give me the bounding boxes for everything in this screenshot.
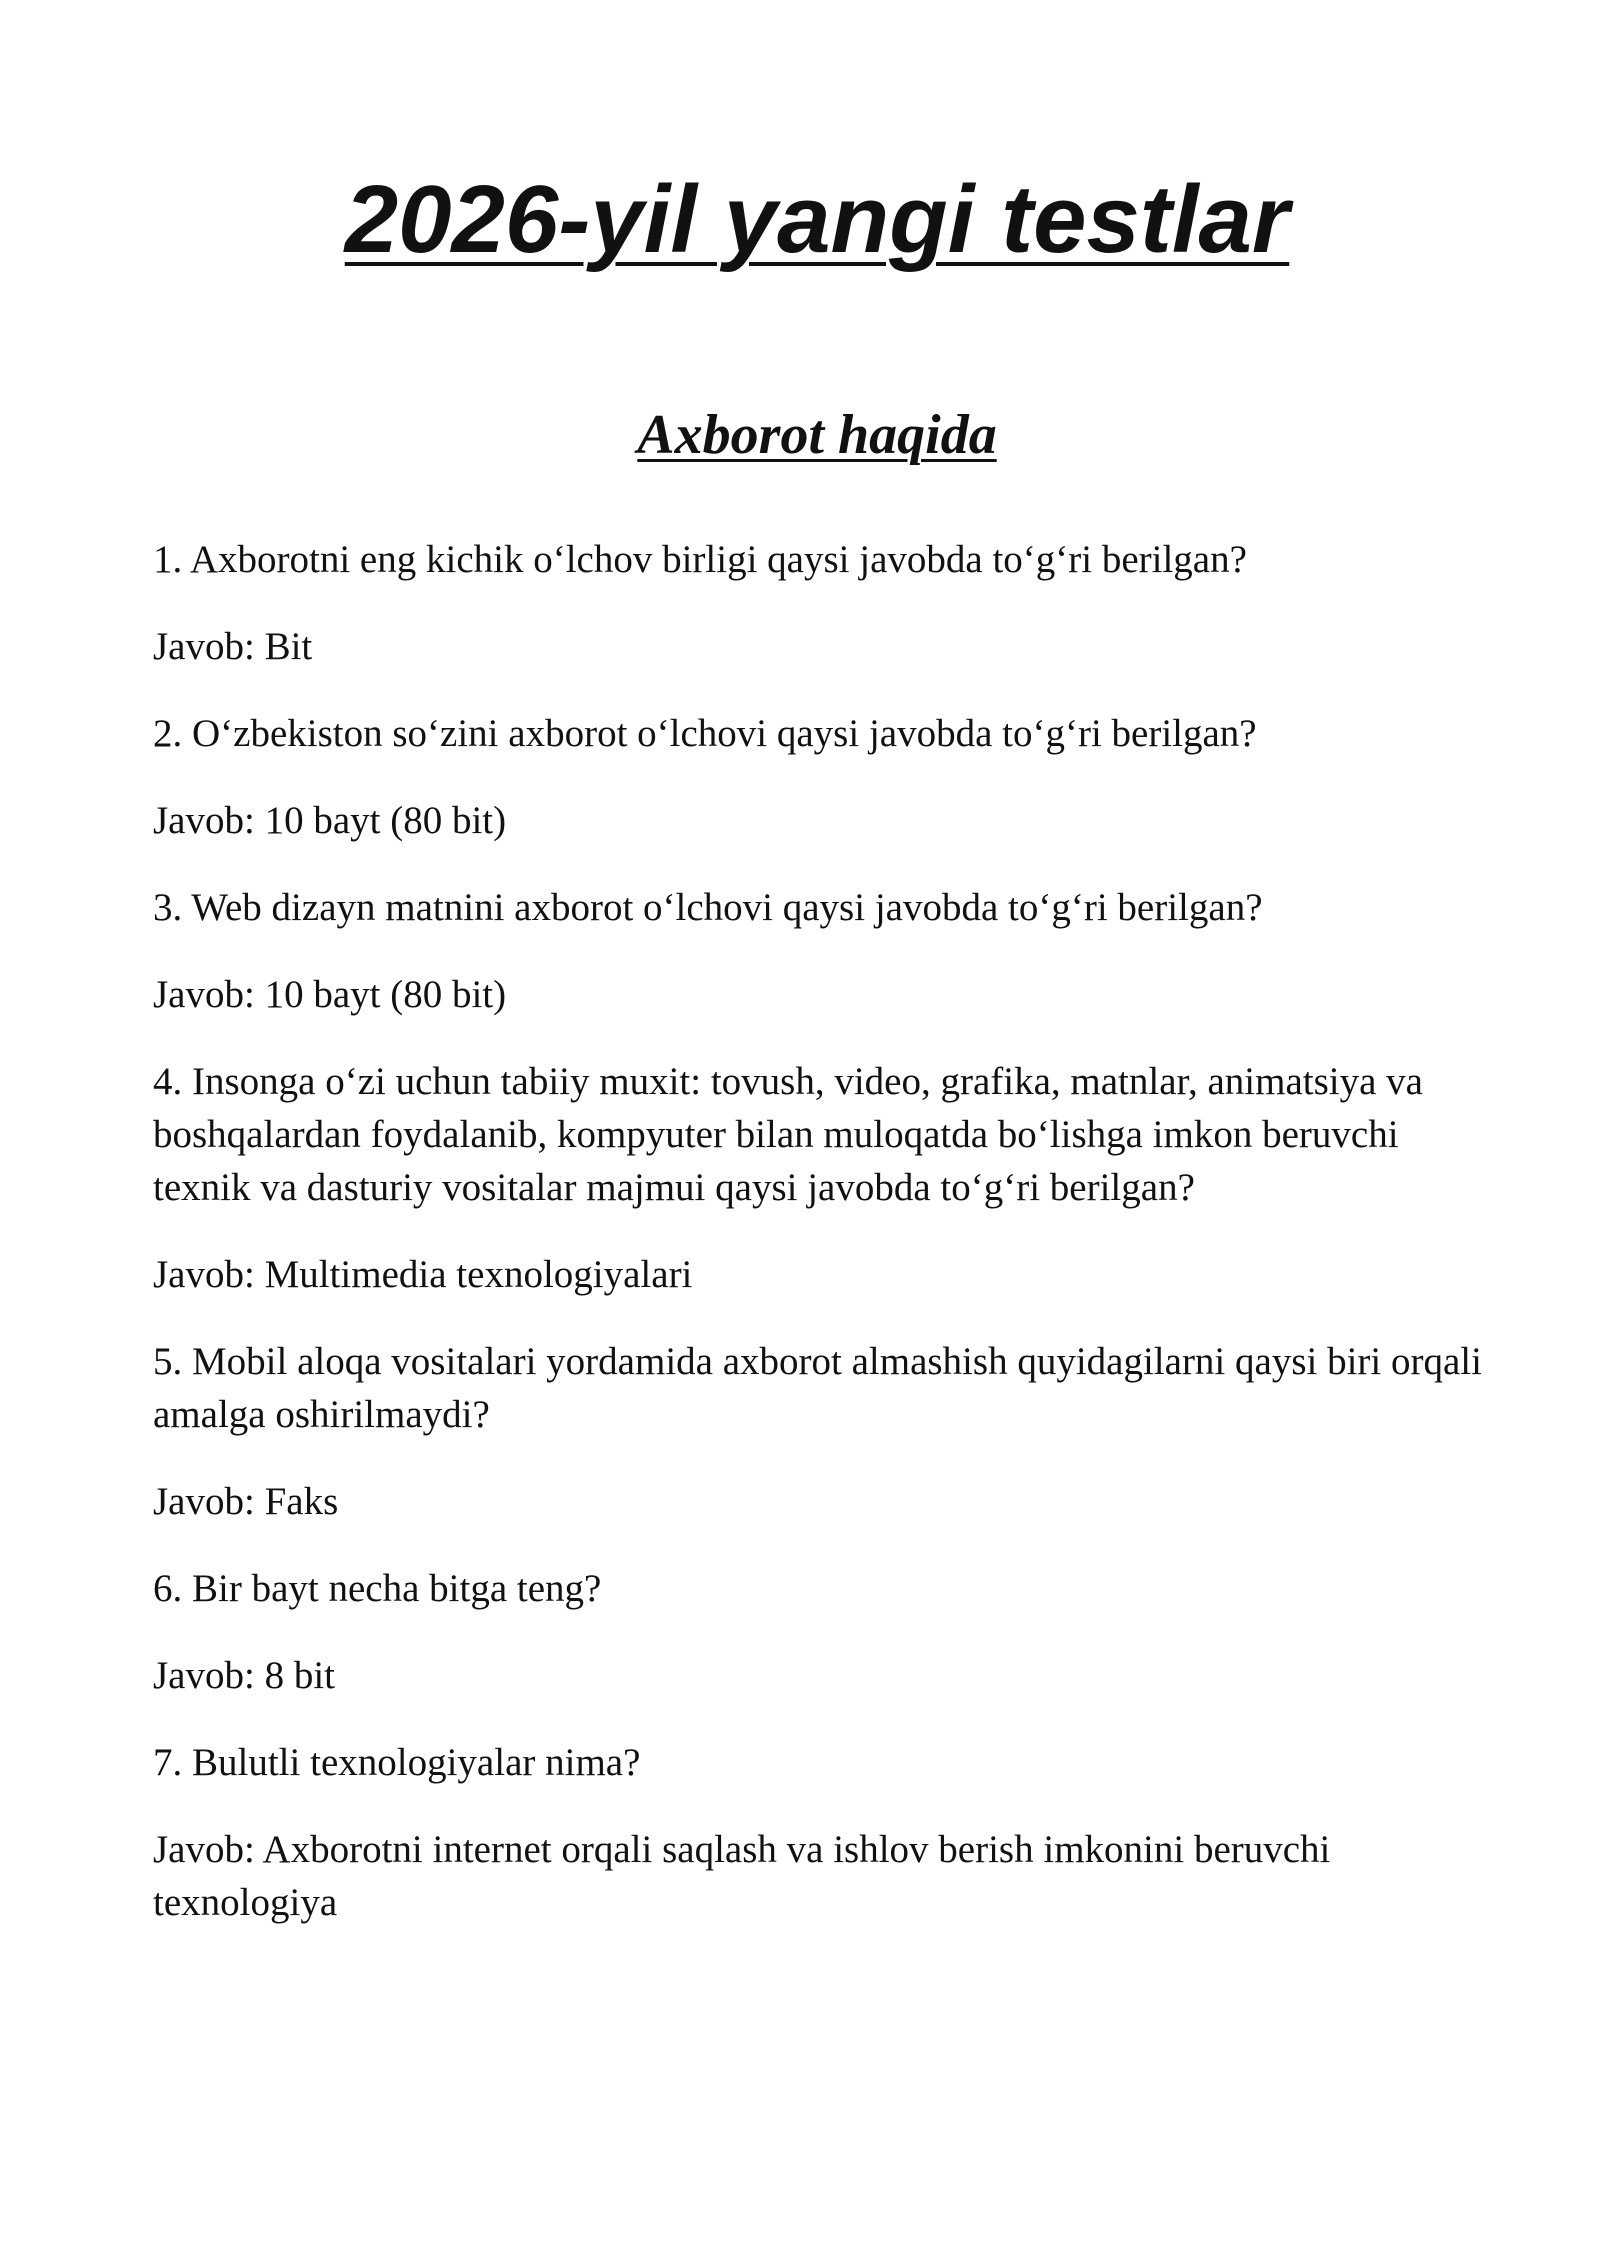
question-2: 2. O‘zbekiston so‘zini axborot o‘lchovi qaysi javobda to‘g‘ri berilgan?: [153, 712, 1257, 755]
question-6: 6. Bir bayt necha bitga teng?: [153, 1567, 602, 1610]
answer-1: Javob: Bit: [153, 625, 313, 668]
answer-2: Javob: 10 bayt (80 bit): [153, 799, 507, 842]
answer-4: Javob: Multimedia texnologiyalari: [153, 1253, 693, 1296]
answer-3: Javob: 10 bayt (80 bit): [153, 973, 507, 1016]
section-title: Axborot haqida: [637, 404, 997, 466]
question-7: 7. Bulutli texnologiyalar nima?: [153, 1741, 641, 1784]
document-title: 2026-yil yangi testlar: [344, 166, 1290, 273]
question-5: 5. Mobil aloqa vositalari yordamida axborot almashish quyidagilarni qaysi biri orqali amalga oshirilmaydi?: [153, 1340, 1482, 1436]
question-list: [153, 533, 1493, 1963]
question-3: 3. Web dizayn matnini axborot o‘lchovi qaysi javobda to‘g‘ri berilgan?: [153, 886, 1263, 929]
answer-5: Javob: Faks: [153, 1480, 339, 1523]
answer-7: Javob: Axborotni internet orqali saqlash va ishlov berish imkonini beruvchi texnologiya: [153, 1828, 1331, 1924]
question-1: 1. Axborotni eng kichik o‘lchov birligi qaysi javobda to‘g‘ri berilgan?: [153, 538, 1247, 581]
question-4: 4. Insonga o‘zi uchun tabiiy muxit: tovush, video, grafika, matnlar, animatsiya va boshqalardan foydalanib, kompyuter bilan muloqatda bo‘lishga imkon beruvchi texnik va dasturiy vositalar majmui qaysi javobda to‘g‘ri berilgan?: [153, 1060, 1423, 1209]
answer-6: Javob: 8 bit: [153, 1654, 335, 1697]
